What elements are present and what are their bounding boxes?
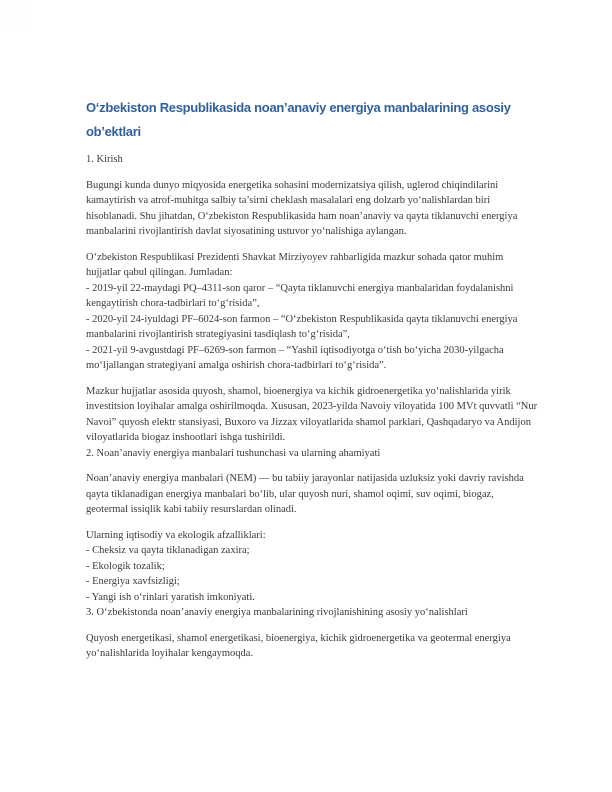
benefit-item: - Ekologik tozalik; xyxy=(86,560,165,572)
decree-item: - 2020-yil 24-iyuldagi PF–6024-son farmon – “O‘zbekiston Respublikasida qayta tiklanuvchi energiya manbalarini rivojlantirish strategiyasini tasdiqlash to‘g‘risida”, xyxy=(86,313,518,340)
benefit-item: - Cheksiz va qayta tiklanadigan zaxira; xyxy=(86,545,250,556)
decrees-intro-line: O‘zbekiston Respublikasi Prezidenti Shavkat Mirziyoyev rahbarligida mazkur sohada qator muhim hujjatlar qabul qilingan. Jumladan: xyxy=(86,251,504,278)
section-2-heading: 2. Noan’anaviy energiya manbalari tushunchasi va ularning ahamiyati xyxy=(86,447,381,459)
decree-item: - 2021-yil 9-avgustdagi PF–6269-son farmon – “Yashil iqtisodiyotga o‘tish bo‘yicha 2030-yilgacha mo‘ljallangan strategiyani amalga oshirish chora-tadbirlari to‘g‘risida”. xyxy=(86,344,504,371)
document-content xyxy=(86,96,538,662)
section-nem-tushunchasi xyxy=(86,446,538,606)
directions-paragraph: Quyosh energetikasi, shamol energetikasi, bioenergiya, kichik gidroenergetika va geotermal energiya yo‘nalishlarida loyihalar kengaymoqda. xyxy=(86,632,511,659)
section-yonalishlar xyxy=(86,605,538,662)
section-1-heading: 1. Kirish xyxy=(86,154,123,165)
document-title: O‘zbekiston Respublikasida noan’anaviy energiya manbalarining asosiy ob’ektlari xyxy=(86,100,511,139)
definition-paragraph: Noan’anaviy energiya manbalari (NEM) — bu tabiiy jarayonlar natijasida uzluksiz yoki davriy ravishda qayta tiklanadigan energiya manbalari bo‘lib, ular quyosh nuri, shamol oqimi, suv oqimi, biogaz, geotermal issiqlik kabi tabiiy resurslardan olinadi. xyxy=(86,473,524,515)
section-kirish xyxy=(86,152,538,446)
benefit-item: - Yangi ish o‘rinlari yaratish imkoniyati. xyxy=(86,591,255,603)
section-3-heading: 3. O‘zbekistonda noan’anaviy energiya manbalarining rivojlanishining asosiy yo‘nalishlari xyxy=(86,607,468,618)
corner-artifact xyxy=(0,0,30,30)
benefit-item: - Energiya xavfsizligi; xyxy=(86,576,180,587)
projects-paragraph: Mazkur hujjatlar asosida quyosh, shamol, bioenergiya va kichik gidroenergetika yo‘nalishlarida yirik investitsion loyihalar amalga oshirilmoqda. Xususan, 2023-yilda Navoiy viloyatida 100 MVt quvvatli “Nur Navoi” quyosh elektr stansiyasi, Buxoro va Jizzax viloyatlarida shamol parklari, Qashqadaryo va Andijon viloyatlarida biogaz inshootlari ishga tushirildi. xyxy=(86,385,538,443)
benefits-paragraph xyxy=(86,528,538,606)
intro-paragraph: Bugungi kunda dunyo miqyosida energetika sohasini modernizatsiya qilish, uglerod chiqindilarini kamaytirish va atrof-muhitga salbiy ta’sirni cheklash masalalari eng dolzarb yo‘nalishlardan biri hisoblanadi. Shu jihatdan, O‘zbekiston Respublikasida ham noan’anaviy va qayta tiklanuvchi energiya manbalarini rivojlantirish davlat siyosatining ustuvor yo‘nalishiga aylangan. xyxy=(86,179,518,237)
benefits-intro-line: Ularning iqtisodiy va ekologik afzalliklari: xyxy=(86,529,266,541)
decrees-paragraph xyxy=(86,250,538,374)
decree-item: - 2019-yil 22-maydagi PQ–4311-son qaror – “Qayta tiklanuvchi energiya manbalaridan foydalanishni kengaytirish chora-tadbirlari to‘g‘risida”, xyxy=(86,282,514,309)
